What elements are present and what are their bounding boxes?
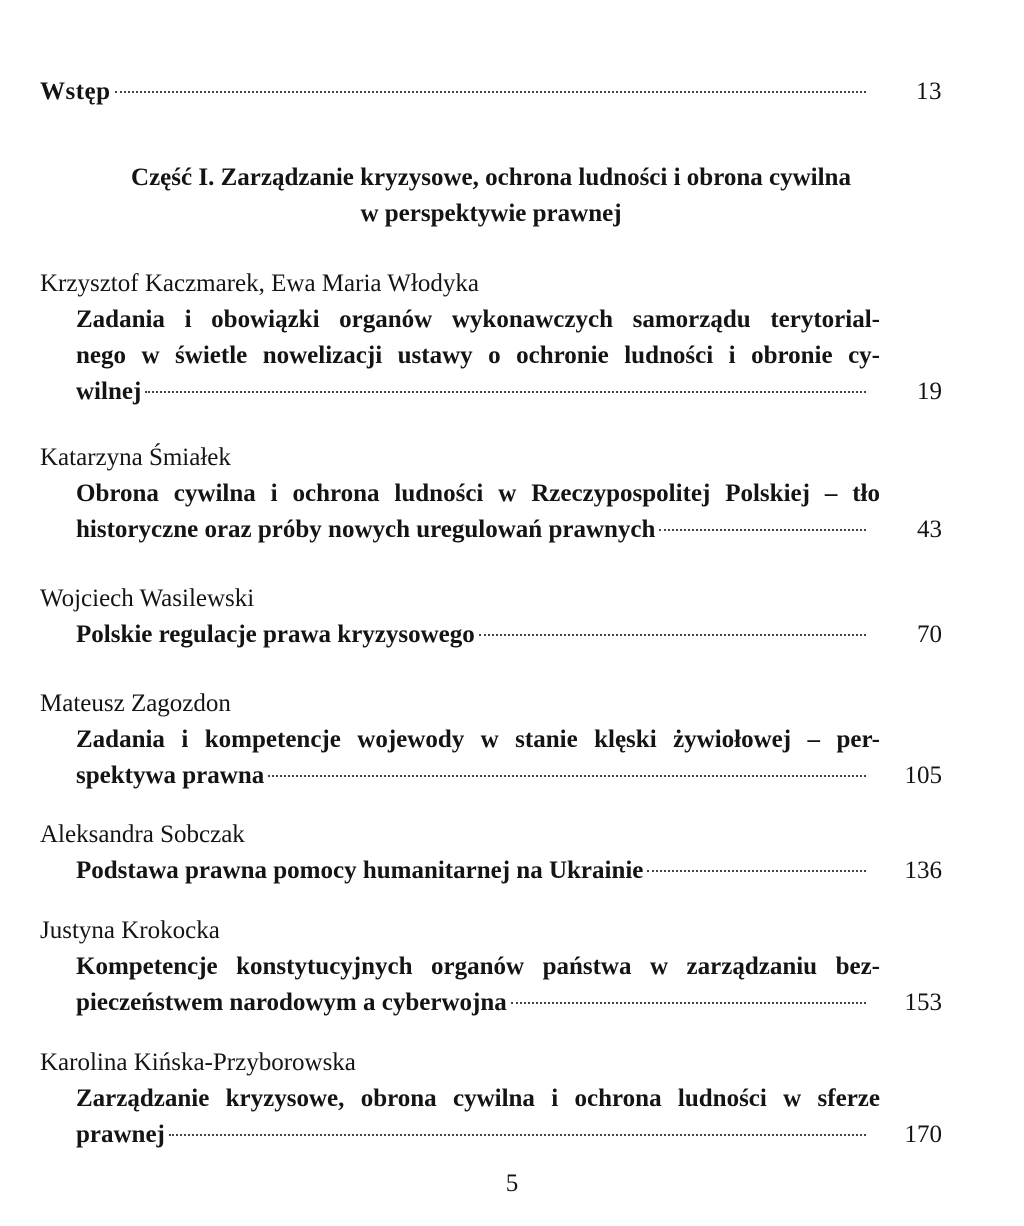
page-number: 5 [505, 1170, 519, 1197]
entry-last-line [76, 512, 942, 548]
dot-leader [145, 391, 866, 393]
entry-title [40, 722, 942, 794]
entry-last-line [76, 758, 942, 794]
entry-author: Aleksandra Sobczak [40, 821, 245, 848]
entry-author: Katarzyna Śmiałek [40, 444, 231, 471]
entry-author: Justyna Krokocka [40, 917, 220, 944]
entry-title [40, 476, 942, 548]
entry-title-line: nego w świetle nowelizacji ustawy o ochronie ludności i obronie cy- [76, 342, 880, 369]
part-heading-line-2: w perspektywie prawnej [360, 200, 622, 227]
dot-leader [479, 634, 866, 636]
entry-title-line: Zadania i obowiązki organów wykonawczych samorządu terytorial- [76, 306, 880, 333]
toc-entry [40, 440, 942, 548]
entry-page: 136 [904, 857, 942, 884]
entry-title [40, 1081, 942, 1153]
entry-last-line [76, 853, 942, 889]
part-heading-line-1: Część I. Zarządzanie kryzysowe, ochrona ludności i obrona cywilna [131, 164, 851, 191]
entry-title [40, 949, 942, 1021]
entry-title-last: wilnej [76, 378, 142, 405]
entry-page: 43 [917, 516, 942, 543]
entry-last-line [76, 374, 942, 410]
part-heading [40, 160, 942, 232]
dot-leader [268, 775, 866, 777]
toc-entry [40, 581, 942, 653]
entry-title-line: Zarządzanie kryzysowe, obrona cywilna i ochrona ludności w sferze [76, 1085, 880, 1112]
entry-title-last: pieczeństwem narodowym a cyberwojna [76, 989, 507, 1016]
entry-title-last: Polskie regulacje prawa kryzysowego [76, 621, 475, 648]
entry-author: Krzysztof Kaczmarek, Ewa Maria Włodyka [40, 270, 479, 297]
toc-intro-label: Wstęp [40, 78, 111, 105]
entry-page: 70 [917, 621, 942, 648]
entry-title-line: Zadania i kompetencje wojewody w stanie klęski żywiołowej – per- [76, 726, 880, 753]
entry-author: Mateusz Zagozdon [40, 690, 231, 717]
entry-page: 153 [904, 989, 942, 1016]
entry-title [40, 617, 942, 653]
dot-leader [169, 1134, 866, 1136]
toc-intro-page: 13 [916, 78, 942, 105]
entry-title-last: spektywa prawna [76, 762, 265, 789]
entry-page: 170 [904, 1121, 942, 1148]
entry-title-last: prawnej [76, 1121, 165, 1148]
entry-last-line [76, 985, 942, 1021]
toc-intro-line [40, 74, 942, 110]
dot-leader [647, 870, 866, 872]
toc-entry [40, 817, 942, 889]
entry-author: Karolina Kińska-Przyborowska [40, 1049, 356, 1076]
dot-leader [659, 529, 866, 531]
toc-entry [40, 686, 942, 794]
dot-leader [115, 91, 866, 93]
toc-entry [40, 913, 942, 1021]
entry-page: 105 [904, 762, 942, 789]
dot-leader [511, 1002, 866, 1004]
entry-title-line: Obrona cywilna i ochrona ludności w Rzeczypospolitej Polskiej – tło [76, 480, 880, 507]
entry-last-line [76, 617, 942, 653]
entry-title [40, 302, 942, 410]
entry-title-last: historyczne oraz próby nowych uregulowań prawnych [76, 516, 656, 543]
toc-entry [40, 266, 942, 410]
entry-last-line [76, 1117, 942, 1153]
entry-title-last: Podstawa prawna pomocy humanitarnej na Ukrainie [76, 857, 644, 884]
toc-entry [40, 1045, 942, 1153]
entry-author: Wojciech Wasilewski [40, 585, 255, 612]
entry-title [40, 853, 942, 889]
entry-page: 19 [917, 378, 942, 405]
entry-title-line: Kompetencje konstytucyjnych organów państwa w zarządzaniu bez- [76, 953, 880, 980]
